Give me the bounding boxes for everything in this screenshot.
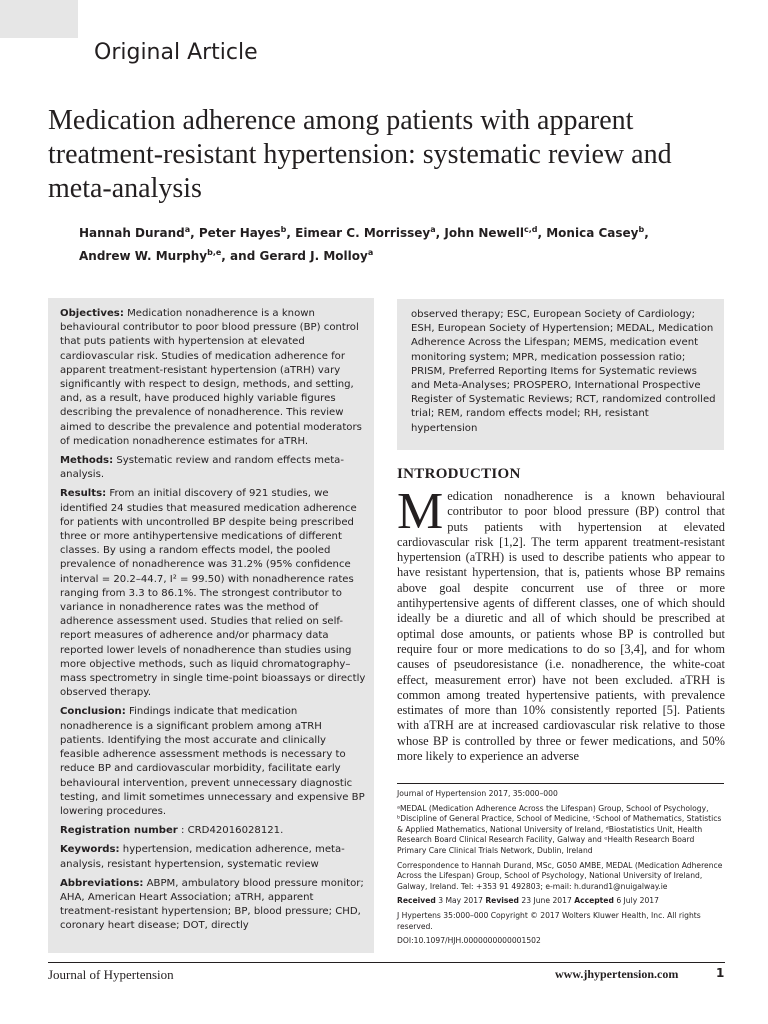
author-affiliation-mark: b,e bbox=[207, 248, 222, 257]
author-affiliation-mark: b bbox=[280, 225, 287, 234]
methods-text: Systematic review and random effects meta-analysis. bbox=[60, 455, 344, 481]
article-title: Medication adherence among patients with apparent treatment-resistant hypertension: systematic review and meta-analysis bbox=[48, 105, 672, 204]
author-affiliation-mark: a bbox=[184, 225, 191, 234]
author-name: Peter Hayes bbox=[198, 226, 281, 240]
abbreviations-continued-text: observed therapy; ESC, European Society of Cardiology; ESH, European Society of Hypertension; MEDAL, Medication Adherence Across the Lifespan; MEMS, medication event monitoring system; MPR, medication possession ratio; PRISM, Preferred Reporting Items for Systematic reviews and Meta-Analyses; PROSPERO, International Prospective Register of Systematic Reviews; RCT, randomized controlled trial; REM, random effects model; RH, resistant hypertension bbox=[411, 309, 716, 434]
journal-citation: Journal of Hypertension 2017, 35:000–000 bbox=[397, 789, 558, 798]
correspondence: Correspondence to Hannah Durand, MSc, G050 AMBE, MEDAL (Medication Adherence Across the Lifespan) Group, School of Psychology, National University of Ireland, Galway, Ireland. Tel: +353 91 492803; e-mail: h.durand1@nuigalway.ie bbox=[397, 860, 723, 891]
author-name: Eimear C. Morrissey bbox=[295, 226, 431, 240]
introduction-heading: INTRODUCTION bbox=[397, 466, 521, 482]
author-name: Andrew W. Murphy bbox=[79, 249, 208, 263]
author-joiner: and bbox=[230, 249, 260, 263]
accepted-label: Accepted bbox=[574, 896, 614, 906]
conclusion-label: Conclusion: bbox=[60, 706, 126, 718]
author-list: Hannah Durand$^a$, Peter Hayes$^b$, Eimear C. Morrissey$^a$, John Newell$^{c,d}$, Monica Casey$^b$, Andrew W. Murphy$^{b,e}$, and Gerard J. Molloy$^a$ bbox=[79, 225, 649, 263]
section-label: Original Article bbox=[94, 40, 258, 65]
registration-label: Registration number bbox=[60, 825, 178, 837]
doi-link[interactable]: DOI:10.1097/HJH.0000000000001502 bbox=[397, 936, 541, 946]
abstract-registration bbox=[60, 824, 366, 838]
author-affiliation-mark: c,d bbox=[523, 225, 538, 234]
abstract-conclusion bbox=[60, 705, 366, 819]
footer-website-link[interactable]: www.jhypertension.com bbox=[555, 967, 679, 981]
author-name: Monica Casey bbox=[546, 226, 639, 240]
author-name: Gerard J. Molloy bbox=[259, 249, 368, 263]
author-affiliation-mark: a bbox=[430, 225, 436, 234]
article-info bbox=[397, 789, 725, 951]
keywords-label: Keywords: bbox=[60, 844, 120, 856]
abstract-keywords bbox=[60, 843, 366, 871]
objectives-text: Medication nonadherence is a known behavioural contributor to poor blood pressure (BP) control that puts patients with hypertension at elevated cardiovascular risk. Studies of medication adherence for apparent treatment-resistant hypertension (aTRH) vary significantly with respect to design, methods, and setting, and, as a result, have produced highly variable figures describing the prevalence of nonadherence. This review aimed to describe the prevalence and potential moderators of medication nonadherence estimates for aTRH. bbox=[60, 308, 362, 447]
accepted-date: 6 July 2017 bbox=[616, 896, 659, 906]
results-label: Results: bbox=[60, 488, 107, 500]
introduction-text: edication nonadherence is a known behavioural contributor to poor blood pressure (BP) control that puts patients with hypertension at elevated cardiovascular risk [1,2]. The term apparent treatment-resistant hypertension (aTRH) is used to describe patients who appear to have resistant hypertension, that is, patients whose BP remains above goal despite concurrent use of three or more antihypertensive agents of different classes, one of which should ideally be a diuretic and all of which should be prescribed at optimal dose amounts, or patients whose BP is controlled but require four or more medications to do so [3,4], and for whom causes of pseudoresistance (i.e. nonadherence, the white-coat effect, measurement error) have not been excluded. aTRH is common among treated hypertensive patients, with prevalence estimates of more than 10% consistently reported [5]. Patients with aTRH are at increased cardiovascular risk relative to those whose BP is controlled by three or fewer medications, and 50% more likely to experience an adverse bbox=[397, 489, 725, 764]
footer-divider bbox=[48, 962, 725, 963]
abstract-objectives bbox=[60, 307, 366, 449]
drop-cap: M bbox=[397, 483, 444, 540]
footer-journal-name: Journal of Hypertension bbox=[48, 967, 174, 982]
abstract bbox=[60, 307, 366, 939]
abstract-methods bbox=[60, 454, 366, 482]
keywords-text: hypertension, medication adherence, meta-analysis, resistant hypertension, systematic review bbox=[60, 844, 345, 870]
received-label: Received bbox=[397, 896, 436, 906]
history-dates bbox=[397, 896, 725, 907]
revised-label: Revised bbox=[485, 896, 519, 906]
registration-text: : CRD42016028121. bbox=[181, 825, 284, 837]
conclusion-text: Findings indicate that medication nonadherence is a significant problem among aTRH patients. Identifying the most accurate and clinically feasible adherence assessment methods is necessary to reduce BP and cardiovascular morbidity, facilitate early behavioural intervention, prevent unnecessary diagnostic testing, and limit sometimes unnecessary and expensive BP lowering procedures. bbox=[60, 706, 365, 817]
objectives-label: Objectives: bbox=[60, 308, 124, 319]
revised-date: 23 June 2017 bbox=[521, 896, 572, 906]
author-name: John Newell bbox=[444, 226, 524, 240]
abbreviations-label: Abbreviations: bbox=[60, 877, 144, 889]
copyright: J Hypertens 35:000–000 Copyright © 2017 Wolters Kluwer Health, Inc. All rights reserved. bbox=[397, 910, 701, 931]
author-affiliation-mark: a bbox=[367, 248, 374, 257]
methods-label: Methods: bbox=[60, 455, 114, 467]
abstract-abbreviations bbox=[60, 877, 366, 934]
received-date: 3 May 2017 bbox=[438, 896, 483, 906]
author-name: Hannah Durand bbox=[79, 226, 185, 240]
introduction-body bbox=[397, 483, 725, 764]
page-number: 1 bbox=[716, 966, 725, 980]
author-affiliation-mark: b bbox=[638, 225, 645, 234]
article-info-divider bbox=[397, 783, 724, 784]
corner-decoration bbox=[0, 0, 78, 38]
results-text: From an initial discovery of 921 studies, we identified 24 studies that measured medication adherence for patients with uncontrolled BP despite being prescribed three or more antihypertensive medications of different classes. By using a random effects model, the pooled prevalence of nonadherence was 31.2% (95% confidence interval = 20.2–44.7, I² = 99.50) with nonadherence rates ranging from 3.3 to 86.1%. The strongest contributor to variance in nonadherence rates was the method of adherence assessment used. Studies that relied on self-report measures of adherence and/or pharmacy data reported lower levels of nonadherence than studies using more objective methods, such as liquid chromatography–mass spectrometry in single time-point bioassays or directly observed therapy. bbox=[60, 488, 366, 699]
abbreviations-text: ABPM, ambulatory blood pressure monitor; AHA, American Heart Association; aTRH, apparent treatment-resistant hypertension; BP, blood pressure; CHD, coronary heart disease; DOT, directly bbox=[60, 877, 364, 932]
abstract-results bbox=[60, 487, 366, 700]
affiliations: ᵃMEDAL (Medication Adherence Across the Lifespan) Group, School of Psychology, ᵇDiscipline of General Practice, School of Medicine, ᶜSchool of Mathematics, Statistics & Applied Mathematics, National University of Ireland, ᵈBiostatistics Unit, Health Research Board Clinical Research Facility, Galway and ᵉHealth Research Board Primary Care Clinical Trials Network, Dublin, Ireland bbox=[397, 803, 722, 855]
